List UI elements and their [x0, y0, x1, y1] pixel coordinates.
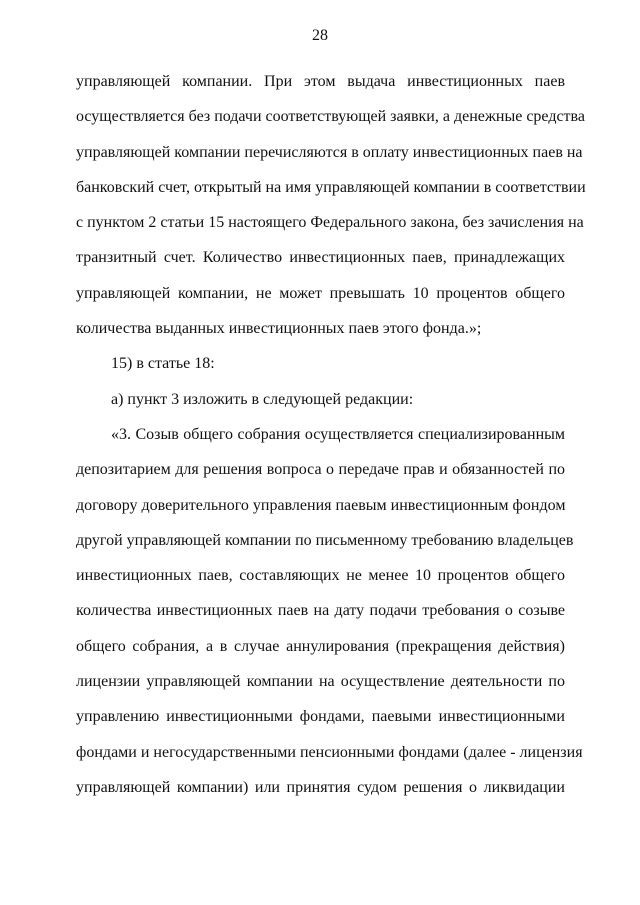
paragraph-continuation	[76, 64, 586, 805]
text-line: управляющей компании, не может превышать 10 процентов общего	[76, 284, 565, 302]
text-line: фондами и негосударственными пенсионными фондами (далее - лицензия	[76, 743, 583, 761]
text-line: количества инвестиционных паев на дату подачи требования о созыве	[76, 602, 565, 620]
text-line: управляющей компании перечисляются в оплату инвестиционных паев на	[76, 143, 583, 161]
text-line: «3. Созыв общего собрания осуществляется специализированным	[111, 425, 565, 443]
text-line: управляющей компании) или принятия судом решения о ликвидации	[76, 778, 565, 796]
text-line: депозитарием для решения вопроса о передаче прав и обязанностей по	[76, 461, 565, 479]
text-line: договору доверительного управления паевым инвестиционным фондом	[76, 496, 566, 514]
text-line: лицензии управляющей компании на осуществление деятельности по	[76, 673, 565, 691]
text-line: количества выданных инвестиционных паев этого фонда.»;	[76, 320, 482, 338]
item-15-heading: 15) в статье 18:	[111, 355, 215, 373]
text-line: управлению инвестиционными фондами, паевыми инвестиционными	[76, 708, 565, 726]
text-line: осуществляется без подачи соответствующей заявки, а денежные средства	[76, 108, 585, 126]
item-a-heading: а) пункт 3 изложить в следующей редакции:	[111, 390, 414, 408]
text-line: инвестиционных паев, составляющих не менее 10 процентов общего	[76, 567, 565, 585]
text-line: управляющей компании. При этом выдача инвестиционных паев	[76, 73, 565, 90]
text-line: банковский счет, открытый на имя управляющей компании в соответствии	[76, 178, 586, 196]
page-number: 28	[312, 27, 328, 44]
text-line: общего собрания, а в случае аннулирования (прекращения действия)	[76, 637, 565, 655]
text-line: с пунктом 2 статьи 15 настоящего Федерального закона, без зачисления на	[76, 214, 584, 232]
text-line: другой управляющей компании по письменному требованию владельцев	[76, 531, 574, 549]
text-line: транзитный счет. Количество инвестиционных паев, принадлежащих	[76, 249, 565, 267]
